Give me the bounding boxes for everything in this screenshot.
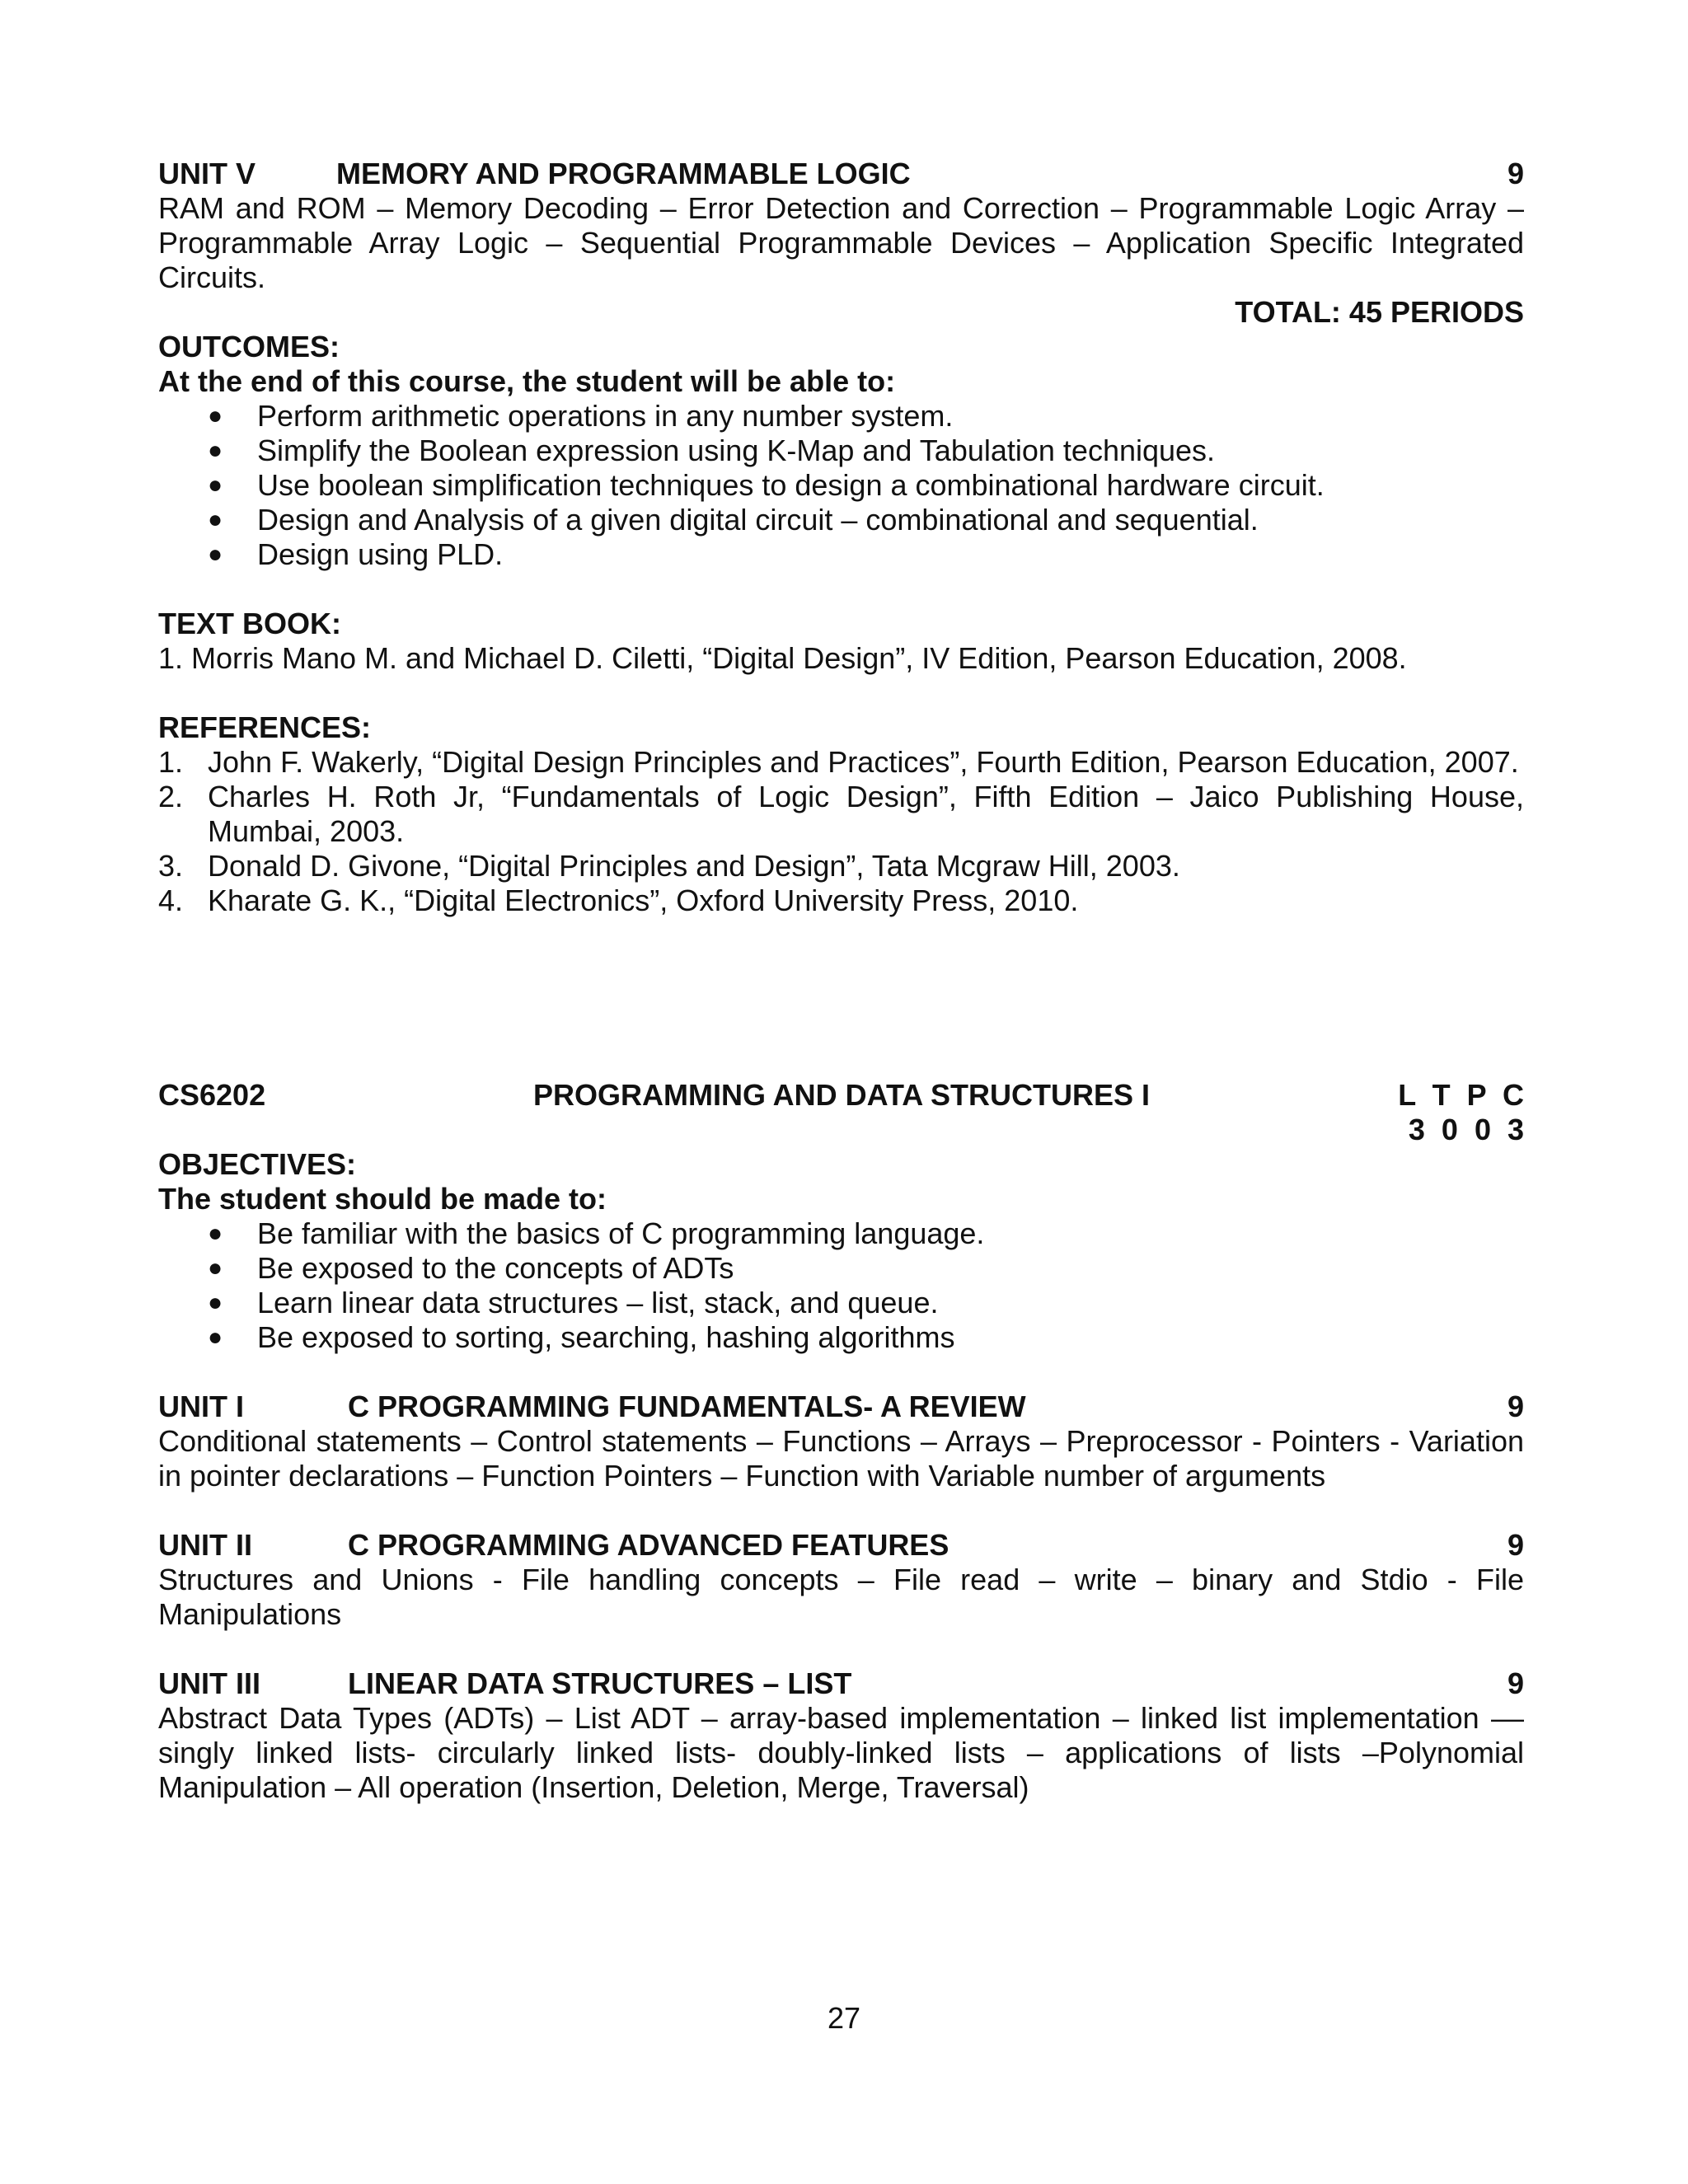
outcomes-intro: At the end of this course, the student will be able to: [158,364,896,398]
unit-3-body: Abstract Data Types (ADTs) – List ADT – array-based implementation – linked list implementation –– singly linked lists- circularly linked lists- doubly-linked lists – applications of lists –Polynomial Manipulation – All operation (Insertion, Deletion, Merge, Traversal) [158,1701,1524,1804]
objectives-intro: The student should be made to: [158,1182,607,1216]
bullet-icon: ● [208,541,223,568]
unit-5-body: RAM and ROM – Memory Decoding – Error Detection and Correction – Programmable Logic Array – Programmable Array Logic – Sequential Programmable Devices – Application Specific Integrated Circuits. [158,191,1524,294]
list-item: 1. John F. Wakerly, “Digital Design Principles and Practices”, Fourth Edition, Pearson Education, 2007. [158,745,1519,779]
unit-2-body: Structures and Unions - File handling concepts – File read – write – binary and Stdio - File Manipulations [158,1563,1524,1631]
page-number: 27 [827,2001,861,2035]
references-heading: REFERENCES: [158,710,372,744]
list-item: ● Use boolean simplification techniques to design a combinational hardware circuit. [208,468,1325,502]
bullet-icon: ● [208,506,223,533]
outcomes-list [158,399,1524,572]
list-item: 2. Charles H. Roth Jr, “Fundamentals of Logic Design”, Fifth Edition – Jaico Publishing House, Mumbai, 2003. [158,780,1524,848]
bullet-icon: ● [208,402,223,429]
list-item: ● Be familiar with the basics of C programming language. [208,1216,985,1250]
unit-number: UNIT III [158,1666,260,1700]
objectives-list [158,1216,1524,1355]
unit-title: C PROGRAMMING FUNDAMENTALS- A REVIEW [348,1390,1026,1423]
list-item: ● Learn linear data structures – list, stack, and queue. [208,1286,939,1319]
unit-number: UNIT II [158,1528,252,1562]
list-item: ● Be exposed to sorting, searching, hashing algorithms [208,1320,955,1354]
unit-1-heading [158,1390,1524,1424]
list-item: 4. Kharate G. K., “Digital Electronics”, Oxford University Press, 2010. [158,883,1079,917]
bullet-icon: ● [208,1324,223,1351]
unit-number: UNIT V [158,157,256,190]
list-item: ● Simplify the Boolean expression using K-Map and Tabulation techniques. [208,434,1216,467]
bullet-icon: ● [208,1254,223,1282]
ltpc-row [158,1113,1524,1147]
unit-1-body: Conditional statements – Control statements – Functions – Arrays – Preprocessor - Pointers - Variation in pointer declarations – Function Pointers – Function with Variable number of arguments [158,1424,1524,1493]
list-item: ● Perform arithmetic operations in any number system. [208,399,954,433]
unit-hours: 9 [1507,1528,1524,1562]
unit-hours: 9 [1507,157,1524,190]
unit-hours: 9 [1507,1390,1524,1423]
list-item: 3. Donald D. Givone, “Digital Principles and Design”, Tata Mcgraw Hill, 2003. [158,849,1180,883]
course-code: CS6202 [158,1078,266,1112]
total-periods: TOTAL: 45 PERIODS [1235,295,1524,329]
unit-title: LINEAR DATA STRUCTURES – LIST [348,1666,852,1700]
list-item: ● Design and Analysis of a given digital circuit – combinational and sequential. [208,503,1259,537]
outcomes-heading: OUTCOMES: [158,330,340,363]
unit-5-heading [158,157,1524,191]
unit-title: C PROGRAMMING ADVANCED FEATURES [348,1528,950,1562]
list-item: ● Design using PLD. [208,537,504,571]
unit-number: UNIT I [158,1390,244,1423]
list-item: ● Be exposed to the concepts of ADTs [208,1251,734,1285]
unit-3-heading [158,1666,1524,1701]
textbook-heading: TEXT BOOK: [158,607,341,640]
bullet-icon: ● [208,437,223,464]
course-title: PROGRAMMING AND DATA STRUCTURES I [533,1078,1150,1112]
bullet-icon: ● [208,1289,223,1316]
unit-title: MEMORY AND PROGRAMMABLE LOGIC [336,157,911,190]
bullet-icon: ● [208,471,223,499]
objectives-heading: OBJECTIVES: [158,1147,357,1181]
document-page [158,157,1524,1805]
ltpc-values: 3 0 0 3 [1408,1113,1524,1146]
course-heading [158,1078,1524,1113]
bullet-icon: ● [208,1220,223,1247]
unit-hours: 9 [1507,1666,1524,1700]
textbook-item: 1. Morris Mano M. and Michael D. Ciletti, “Digital Design”, IV Edition, Pearson Education, 2008. [158,641,1407,675]
references-list [158,745,1524,918]
ltpc-labels: L T P C [1398,1078,1524,1112]
unit-2-heading [158,1528,1524,1563]
